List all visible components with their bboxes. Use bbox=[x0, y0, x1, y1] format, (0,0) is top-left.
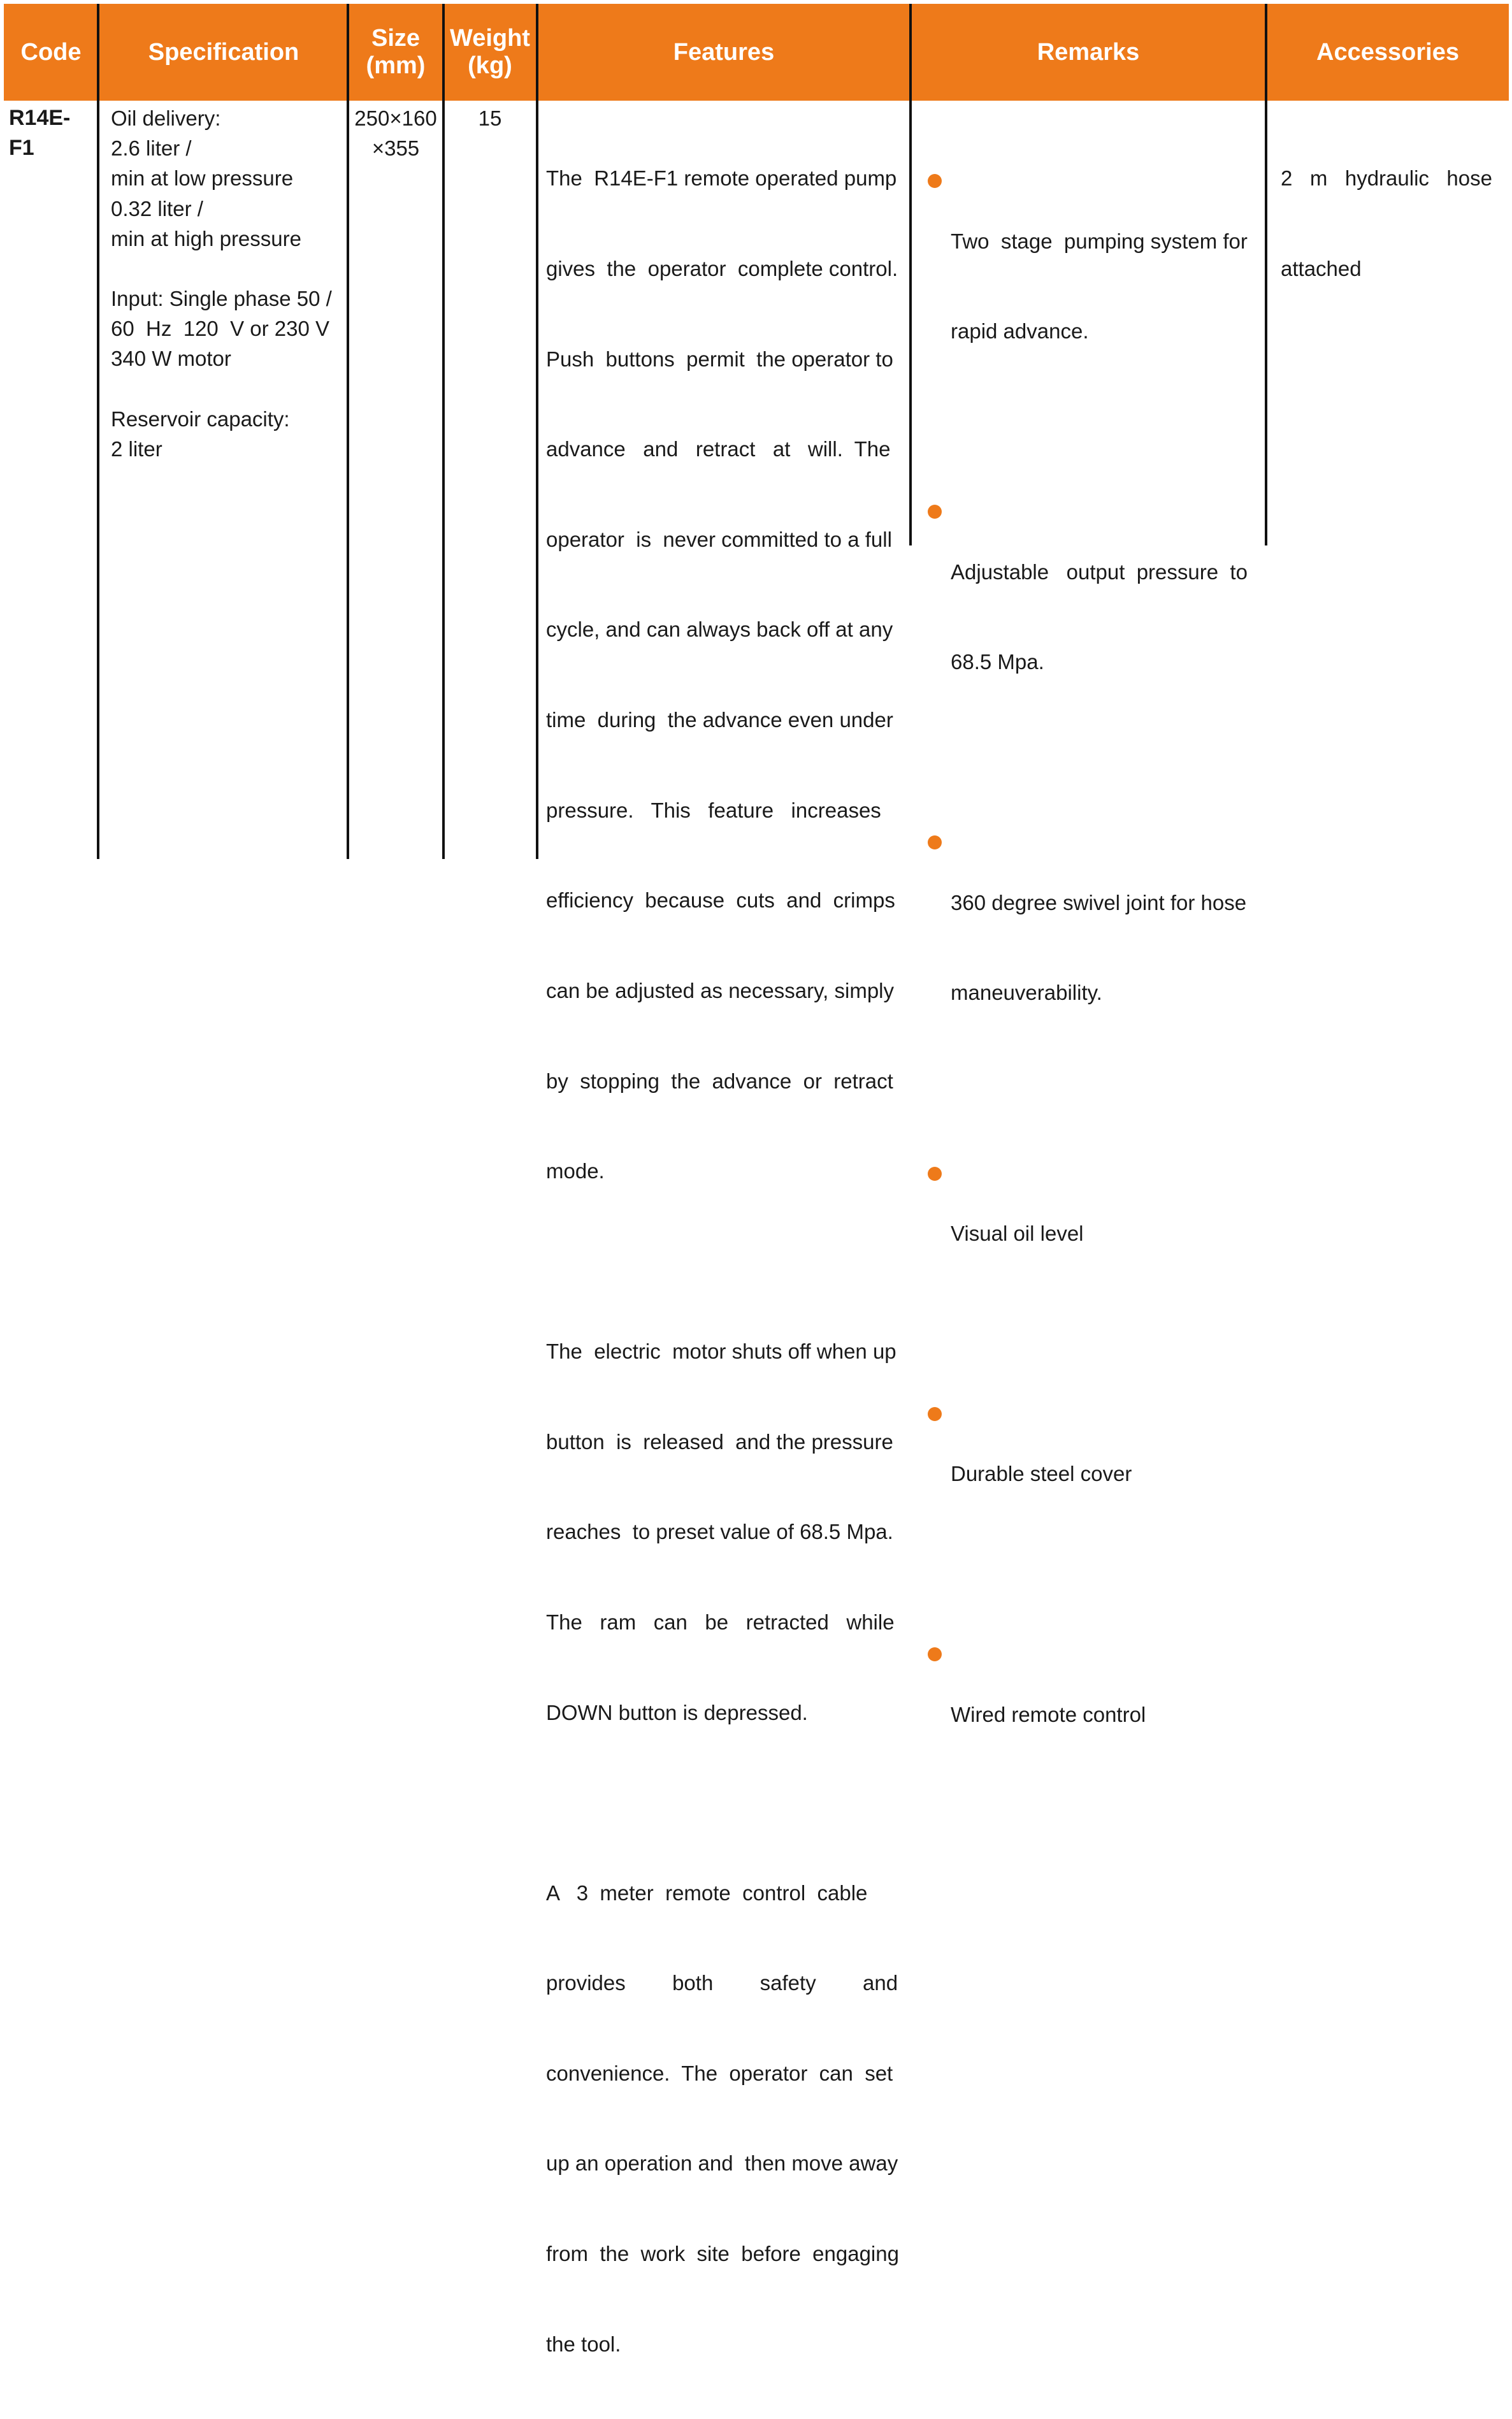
feature-line: reaches to preset value of 68.5 Mpa. bbox=[546, 1520, 893, 1544]
feature-line: Push buttons permit the operator to bbox=[546, 347, 893, 371]
feature-line: The ram can be retracted while bbox=[546, 1610, 895, 1634]
remark-line: 68.5 Mpa. bbox=[951, 650, 1044, 674]
bullet-icon bbox=[928, 1407, 942, 1421]
header-specification bbox=[99, 4, 348, 101]
bullet-icon bbox=[928, 1647, 942, 1661]
spec-line: 340 W motor bbox=[111, 347, 231, 371]
feature-line: DOWN button is depressed. bbox=[546, 1700, 808, 1724]
header-features bbox=[538, 4, 910, 101]
remark-item bbox=[928, 1159, 1259, 1309]
feature-line: pressure. This feature increases bbox=[546, 798, 881, 822]
feature-line: cycle, and can always back off at any bbox=[546, 617, 893, 642]
spec-line: min at high pressure bbox=[111, 226, 301, 250]
size-line: ×355 bbox=[371, 136, 420, 161]
column-rule bbox=[97, 4, 99, 859]
feature-line: The R14E-F1 remote operated pump bbox=[546, 166, 897, 191]
feature-line: A 3 meter remote control cable bbox=[546, 1881, 868, 1905]
remark-item bbox=[928, 496, 1259, 737]
feature-line: advance and retract at will. The bbox=[546, 437, 891, 461]
product-code: R14E-F1 bbox=[9, 106, 71, 161]
header-code bbox=[4, 4, 98, 101]
header-specification-label: Specification bbox=[148, 38, 299, 66]
feature-line: gives the operator complete control. bbox=[546, 257, 898, 281]
header-weight bbox=[443, 4, 536, 101]
cell-size bbox=[349, 103, 442, 163]
bullet-icon bbox=[928, 174, 942, 188]
remark-item bbox=[928, 166, 1259, 407]
feature-line: can be adjusted as necessary, simply bbox=[546, 978, 894, 1002]
spec-line: Input: Single phase 50 / bbox=[111, 287, 332, 311]
remark-line: Visual oil level bbox=[951, 1221, 1084, 1245]
feature-line: from the work site before engaging bbox=[546, 2242, 899, 2266]
remark-line: Two stage pumping system for bbox=[951, 229, 1248, 253]
spec-line: Reservoir capacity: bbox=[111, 407, 290, 431]
header-size bbox=[349, 4, 442, 101]
remark-line: rapid advance. bbox=[951, 319, 1089, 343]
remark-item bbox=[928, 827, 1259, 1068]
header-size-unit: (mm) bbox=[366, 52, 426, 79]
cell-code bbox=[9, 103, 96, 163]
cell-remarks bbox=[928, 106, 1259, 1880]
header-weight-unit: (kg) bbox=[468, 52, 512, 79]
accessory-line: 2 m hydraulic hose bbox=[1281, 166, 1492, 191]
header-remarks-label: Remarks bbox=[1037, 38, 1140, 66]
feature-line: operator is never committed to a full bbox=[546, 527, 892, 551]
bullet-icon bbox=[928, 505, 942, 519]
cell-specification bbox=[111, 103, 340, 464]
feature-line: efficiency because cuts and crimps bbox=[546, 888, 895, 913]
remark-item bbox=[928, 1399, 1259, 1549]
feature-line: the tool. bbox=[546, 2332, 621, 2356]
feature-line: convenience. The operator can set bbox=[546, 2061, 893, 2085]
spec-line: 60 Hz 120 V or 230 V bbox=[111, 317, 330, 341]
header-weight-label: Weight bbox=[450, 25, 530, 52]
weight-value: 15 bbox=[478, 106, 502, 130]
spec-line: min at low pressure bbox=[111, 166, 294, 191]
remark-line: Adjustable output pressure to bbox=[951, 560, 1248, 584]
column-rule bbox=[909, 4, 912, 545]
header-code-label: Code bbox=[20, 38, 82, 66]
feature-line: button is released and the pressure bbox=[546, 1429, 893, 1454]
remark-line: Wired remote control bbox=[951, 1702, 1146, 1726]
header-features-label: Features bbox=[673, 38, 775, 66]
remark-line: 360 degree swivel joint for hose bbox=[951, 890, 1247, 914]
accessory-line: attached bbox=[1281, 257, 1362, 281]
spec-line: 2.6 liter / bbox=[111, 136, 192, 161]
bullet-icon bbox=[928, 1167, 942, 1181]
feature-line: The electric motor shuts off when up bbox=[546, 1339, 896, 1364]
feature-line: up an operation and then move away bbox=[546, 2151, 898, 2176]
remark-line: Durable steel cover bbox=[951, 1462, 1132, 1486]
spec-line: 2 liter bbox=[111, 437, 162, 461]
header-remarks bbox=[911, 4, 1265, 101]
header-accessories-label: Accessories bbox=[1316, 38, 1459, 66]
cell-weight bbox=[443, 103, 536, 133]
cell-features bbox=[546, 103, 904, 2419]
cell-accessories bbox=[1281, 103, 1505, 344]
feature-line: mode. bbox=[546, 1159, 605, 1183]
spec-line: Oil delivery: bbox=[111, 106, 221, 130]
feature-line: time during the advance even under bbox=[546, 708, 893, 732]
remark-item bbox=[928, 1639, 1259, 1789]
spec-line: 0.32 liter / bbox=[111, 196, 203, 220]
header-size-label: Size bbox=[371, 25, 421, 52]
feature-line: by stopping the advance or retract bbox=[546, 1069, 893, 1093]
bullet-icon bbox=[928, 835, 942, 849]
header-accessories bbox=[1267, 4, 1509, 101]
feature-line: provides both safety and bbox=[546, 1971, 898, 1995]
remark-line: maneuverability. bbox=[951, 981, 1102, 1005]
size-line: 250×160 bbox=[354, 106, 437, 130]
column-rule bbox=[1265, 4, 1267, 545]
